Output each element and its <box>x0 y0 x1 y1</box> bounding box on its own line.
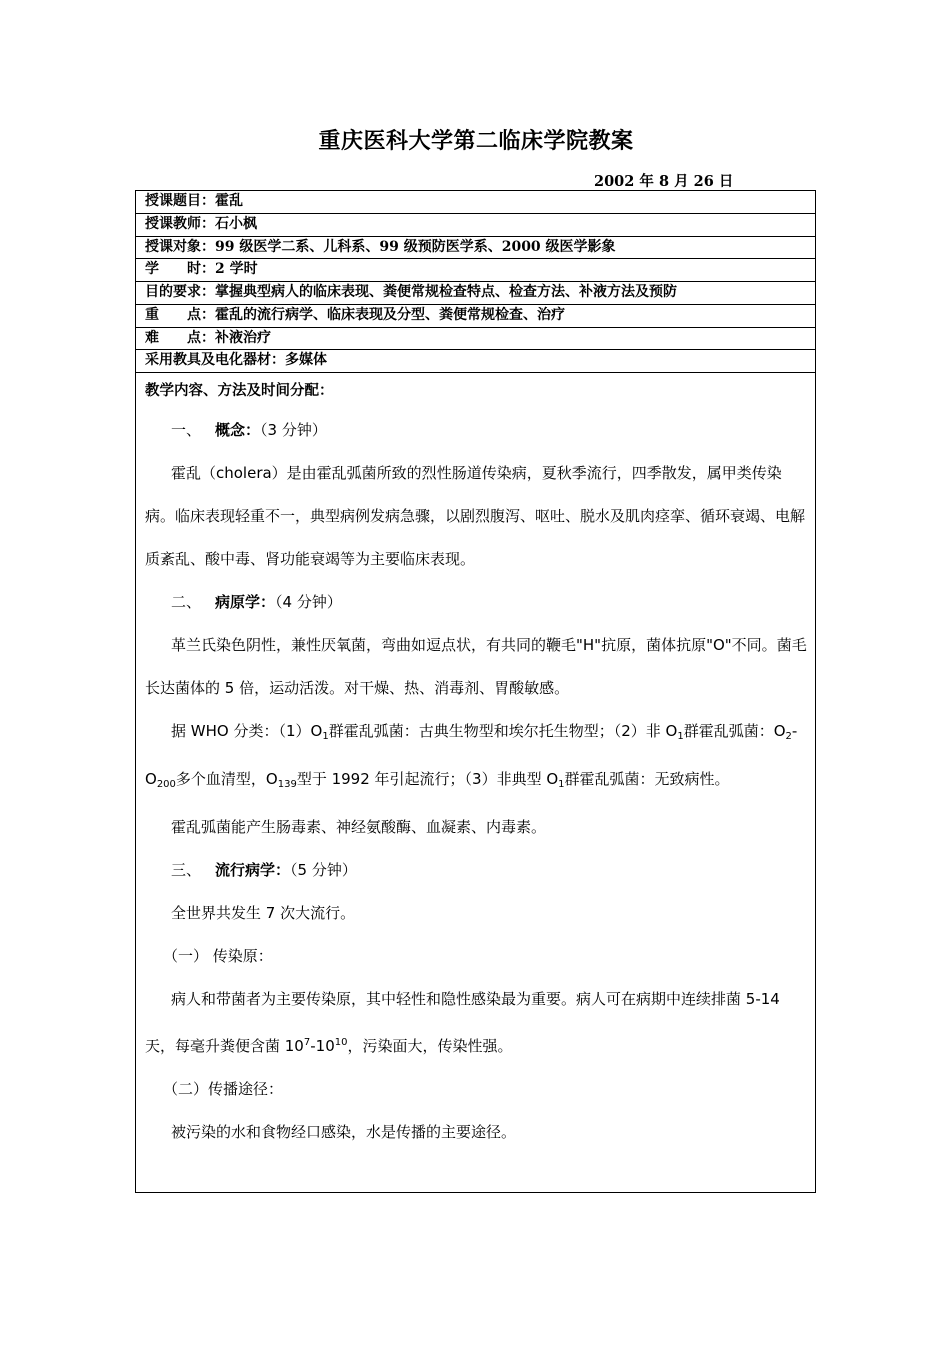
paragraph-concept: 霍乱（cholera）是由霍乱弧菌所致的烈性肠道传染病，夏秋季流行，四季散发，属甲类传染病。临床表现轻重不一，典型病例发病急骤，以剧烈腹泻、呕吐、脱水及肌肉痉挛、循环衰竭、电解质紊乱、酸中毒、肾功能衰竭等为主要临床表现。 <box>145 464 806 568</box>
paragraph-who-classification <box>145 710 807 806</box>
subscript: 1 <box>322 731 329 742</box>
subscript: 200 <box>156 779 176 790</box>
section-number: 二、 <box>171 593 202 611</box>
content-heading: 教学内容、方法及时间分配： <box>145 383 334 399</box>
subscript: 139 <box>277 779 297 790</box>
text-run: 病人和带菌者为主要传染原，其中轻性和隐性感染最为重要。病人可在病期中连续排菌 5-14 天，每毫升粪便含菌 10 <box>145 990 780 1055</box>
text-run: 群霍乱弧菌：古典生物型和埃尔托生物型；（2）非 O <box>328 722 678 740</box>
section-time: （4 分钟） <box>275 593 342 611</box>
paragraph-pandemics: 全世界共发生 7 次大流行。 <box>171 904 356 922</box>
paragraph-transmission: 被污染的水和食物经口感染，水是传播的主要途径。 <box>171 1123 517 1141</box>
paragraph-etiology: 革兰氏染色阴性，兼性厌氧菌，弯曲如逗点状，有共同的鞭毛"H"抗原，菌体抗原"O"不同。菌毛长达菌体的 5 倍，运动活泼。对干燥、热、消毒剂、胃酸敏感。 <box>145 636 807 697</box>
section-number: 三、 <box>171 861 202 879</box>
section-title: 流行病学： <box>215 861 291 879</box>
section-heading-concept <box>145 409 807 452</box>
subscript: 1 <box>677 731 684 742</box>
section-title: 概念： <box>215 421 261 439</box>
row-objectives: 目的要求：掌握典型病人的临床表现、粪便常规检查特点、检查方法、补液方法及预防 <box>136 282 815 305</box>
teaching-content <box>136 379 815 1154</box>
section-time: （5 分钟） <box>290 861 357 879</box>
row-teacher: 授课教师：石小枫 <box>136 214 815 237</box>
row-topic: 授课题目：霍乱 <box>136 191 815 214</box>
text-run: 群霍乱弧菌：无致病性。 <box>564 770 730 788</box>
row-difficulties: 难 点：补液治疗 <box>136 328 815 351</box>
subheading-transmission: （二）传播途径： <box>163 1080 284 1098</box>
text-run: -10 <box>310 1037 335 1055</box>
subscript: 1 <box>558 779 565 790</box>
row-key-points: 重 点：霍乱的流行病学、临床表现及分型、粪便常规检查、治疗 <box>136 305 815 328</box>
document-title: 重庆医科大学第二临床学院教案 <box>318 128 634 154</box>
text-run: 型于 1992 年引起流行；（3）非典型 O <box>296 770 559 788</box>
section-heading-etiology <box>145 581 807 624</box>
subscript: 2 <box>785 731 792 742</box>
paragraph-toxins: 霍乱弧菌能产生肠毒素、神经氨酸酶、血凝素、内毒素。 <box>171 818 547 836</box>
subheading-source: （一） 传染原： <box>163 947 273 965</box>
section-title: 病原学： <box>215 593 276 611</box>
row-hours: 学 时：2 学时 <box>136 259 815 282</box>
lesson-plan-table <box>135 190 816 1193</box>
text-run: 群霍乱弧菌：O <box>683 722 786 740</box>
section-number: 一、 <box>171 421 202 439</box>
document-date: 2002 年 8 月 26 日 <box>594 173 734 190</box>
superscript: 7 <box>303 1037 311 1048</box>
section-heading-epidemiology <box>145 849 807 892</box>
text-run: 据 WHO 分类：（1）O <box>171 722 323 740</box>
superscript: 10 <box>334 1037 348 1048</box>
text-run: -O <box>145 722 798 788</box>
text-run: 多个血清型，O <box>175 770 278 788</box>
section-time: （3 分钟） <box>260 421 327 439</box>
paragraph-source <box>145 978 807 1068</box>
row-audience: 授课对象：99 级医学二系、儿科系、99 级预防医学系、2000 级医学影象 <box>136 237 815 260</box>
text-run: ，污染面大，传染性强。 <box>347 1037 513 1055</box>
row-equipment: 采用教具及电化器材：多媒体 <box>136 350 815 373</box>
